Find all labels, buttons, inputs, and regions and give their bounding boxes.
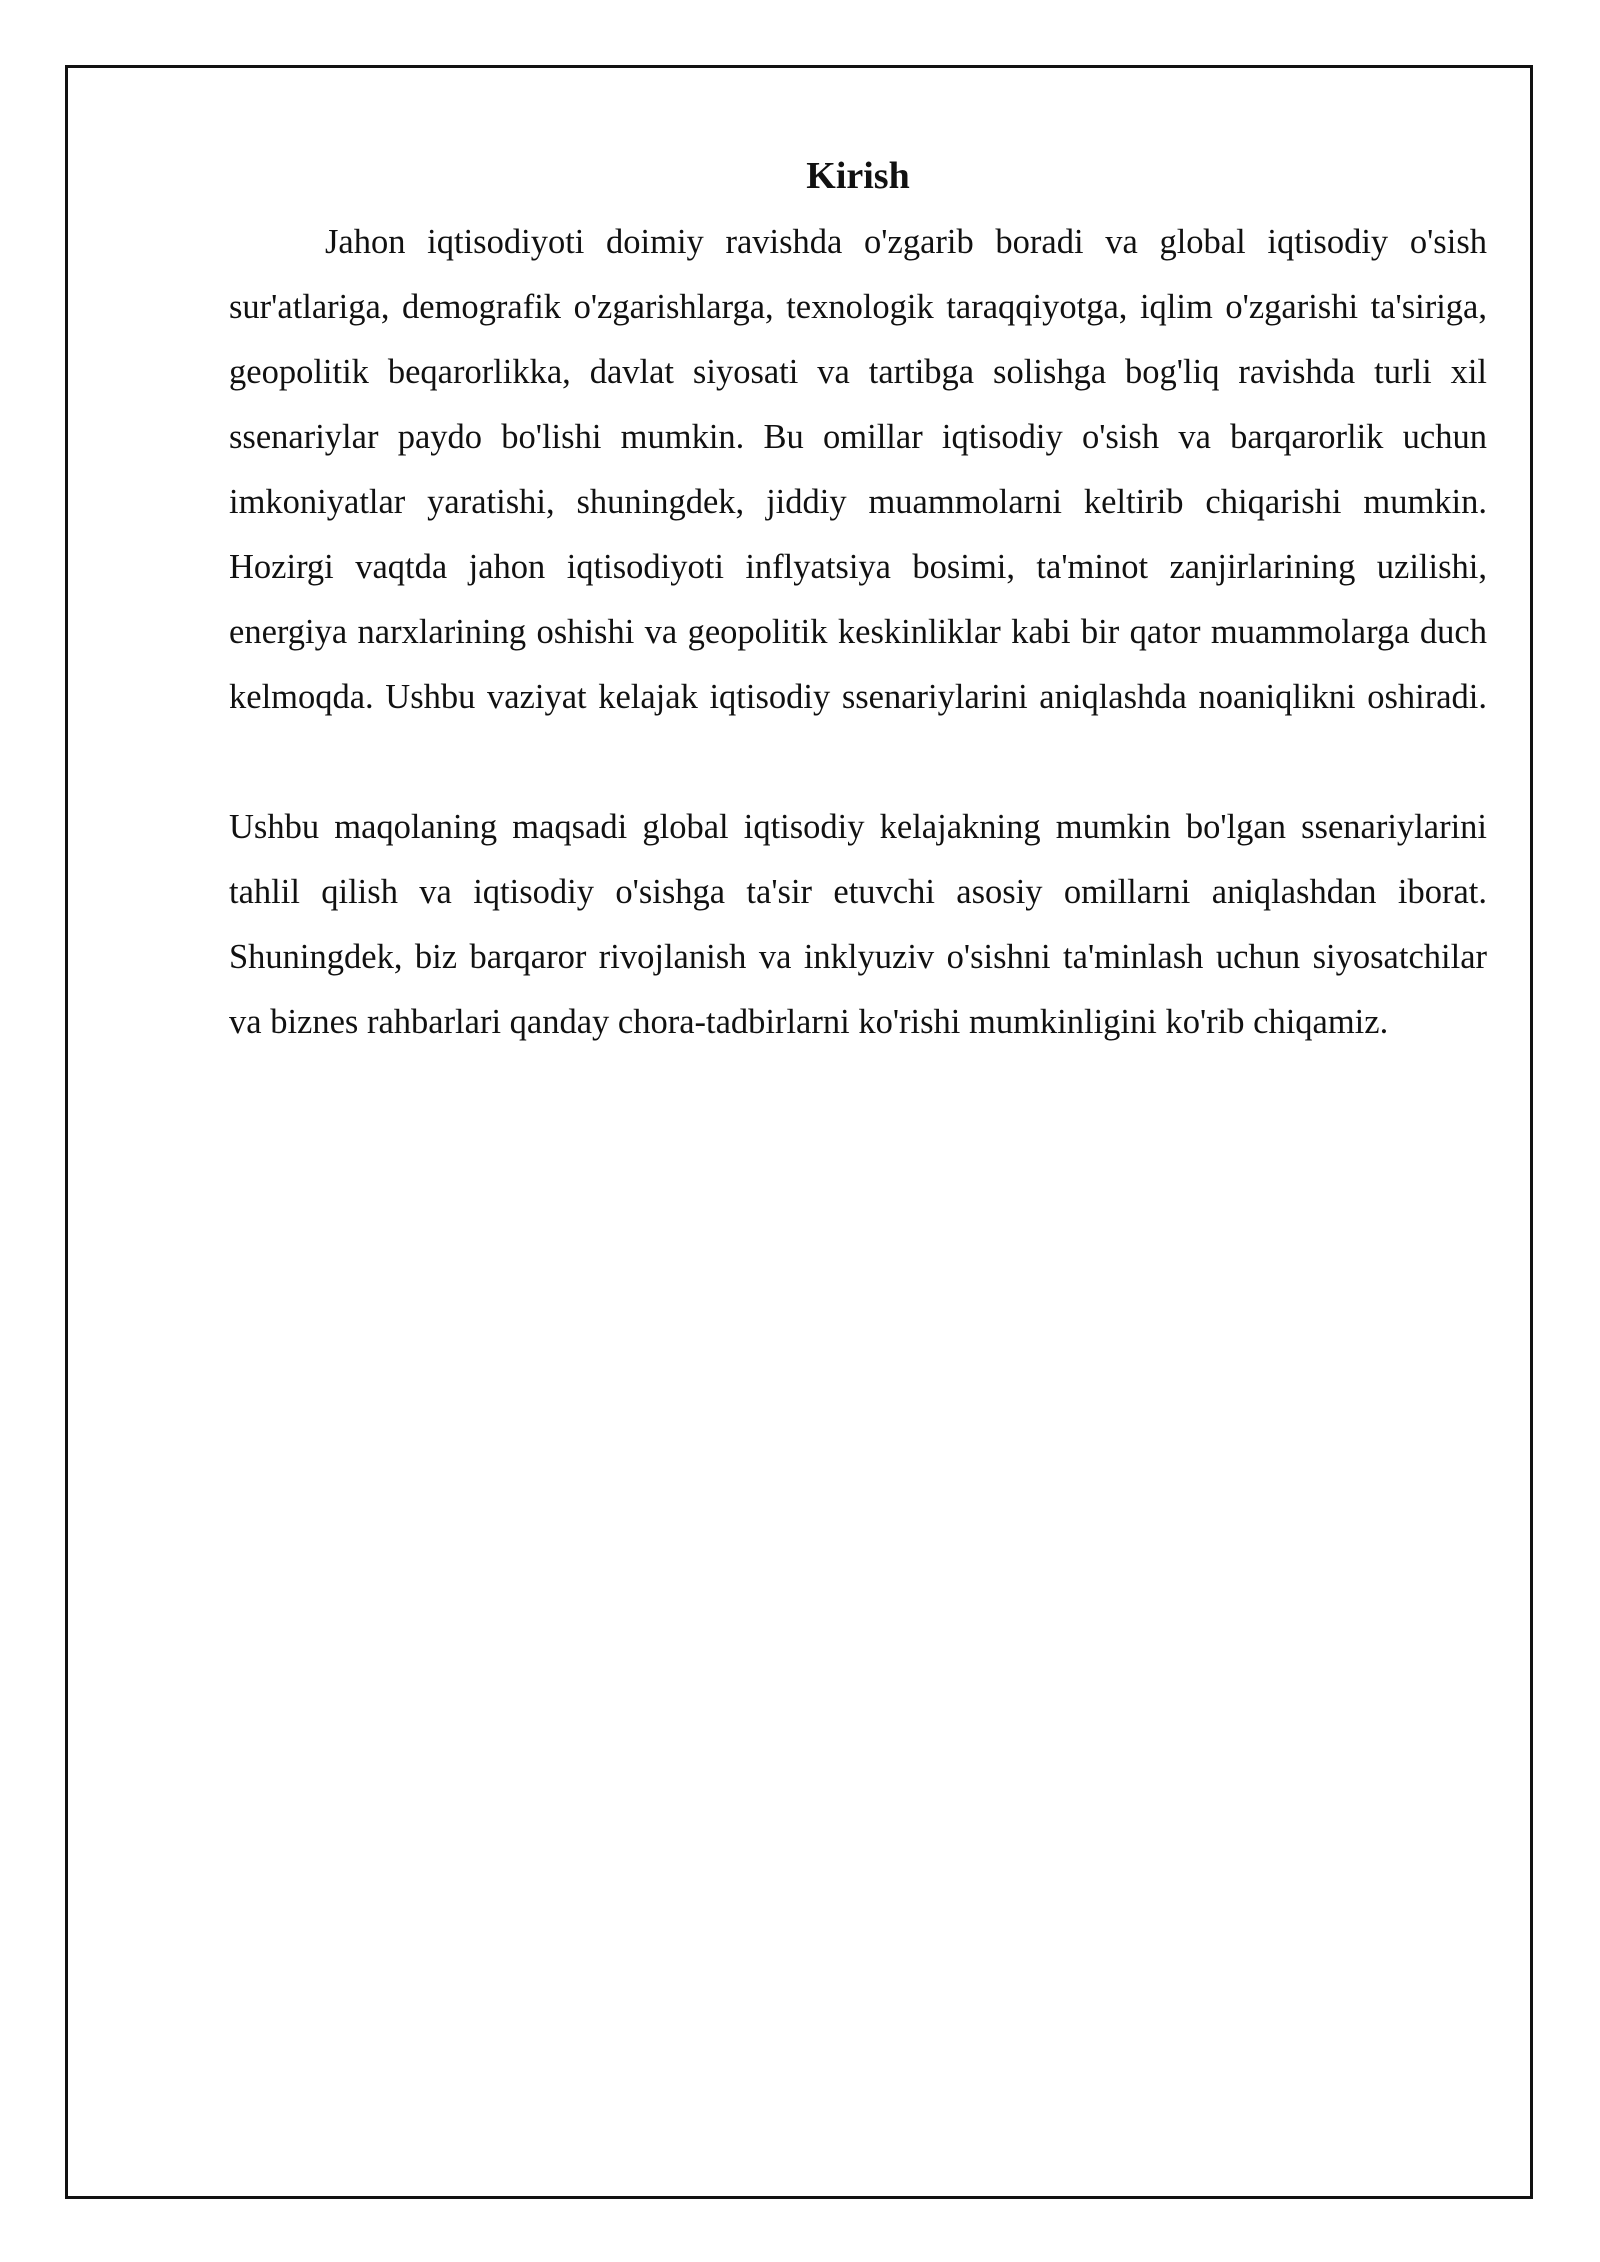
paragraph-intro: Jahon iqtisodiyoti doimiy ravishda o'zgarib boradi va global iqtisodiy o'sish sur'atlariga, demografik o'zgarishlarga, texnologik taraqqiyotga, iqlim o'zgarishi ta'siriga, geopolitik beqarorlikka, davlat siyosati va tartibga solishga bog'liq ravishda turli xil ssenariylar paydo bo'lishi mumkin. Bu omillar iqtisodiy o'sish va barqarorlik uchun imkoniyatlar yaratishi, shuningdek, jiddiy muammolarni keltirib chiqarishi mumkin. Hozirgi vaqtda jahon iqtisodiyoti inflyatsiya bosimi, ta'minot zanjirlarining uzilishi, energiya narxlarining oshishi va geopolitik keskinliklar kabi bir qator muammolarga duch kelmoqda. Ushbu vaziyat kelajak iqtisodiy ssenariylarini aniqlashda noaniqlikni oshiradi. <box>229 223 1487 716</box>
paragraph-spacer <box>229 730 1487 795</box>
document-body <box>229 144 1487 1055</box>
document-title: Kirish <box>806 155 910 197</box>
paragraph-purpose: Ushbu maqolaning maqsadi global iqtisodiy kelajakning mumkin bo'lgan ssenariylarini tahlil qilish va iqtisodiy o'sishga ta'sir etuvchi asosiy omillarni aniqlashdan iborat. Shuningdek, biz barqaror rivojlanish va inklyuziv o'sishni ta'minlash uchun siyosatchilar va biznes rahbarlari qanday chora-tadbirlarni ko'rishi mumkinligini ko'rib chiqamiz. <box>229 808 1487 1041</box>
